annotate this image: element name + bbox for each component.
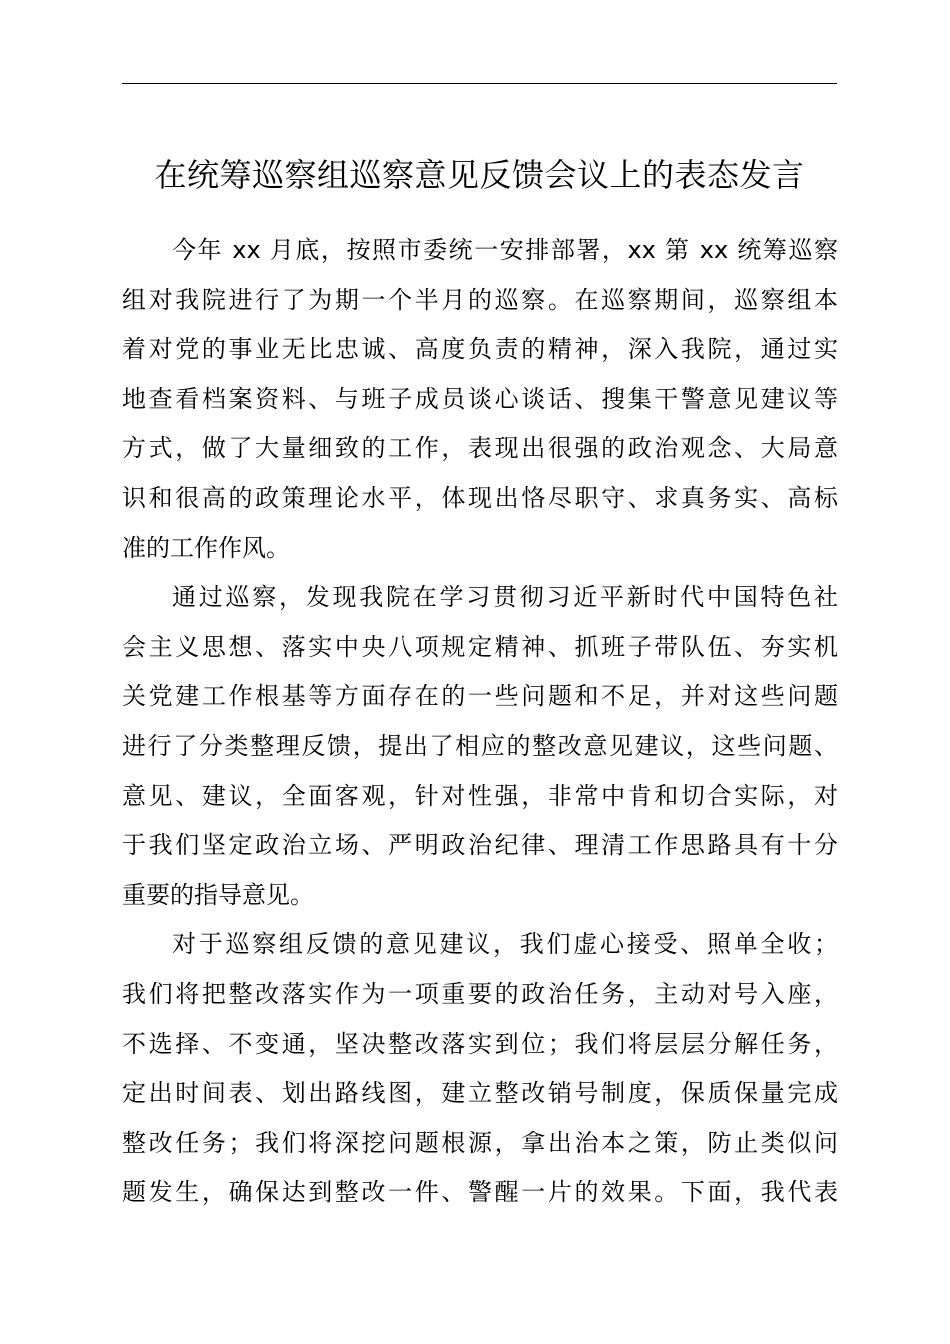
- text-line: 不选择、不变通，坚决整改落实到位；我们将层层分解任务，: [122, 1029, 838, 1058]
- text-line: 关党建工作根基等方面存在的一些问题和不足，并对这些问题: [122, 682, 838, 711]
- text-line: 准的工作作风。: [122, 533, 290, 562]
- text-line: 着对党的事业无比忠诚、高度负责的精神，深入我院，通过实: [122, 335, 838, 364]
- document-title: 在统筹巡察组巡察意见反馈会议上的表态发言: [154, 156, 805, 194]
- text-line: 地查看档案资料、与班子成员谈心谈话、搜集干警意见建议等: [122, 384, 838, 413]
- text-line: 题发生，确保达到整改一件、警醒一片的效果。下面，我代表: [122, 1178, 838, 1207]
- text-line: 整改任务；我们将深挖问题根源，拿出治本之策，防止类似问: [122, 1128, 838, 1157]
- paragraph-2: [122, 573, 838, 920]
- text-line: 识和很高的政策理论水平，体现出恪尽职守、求真务实、高标: [122, 483, 838, 512]
- text-line: 重要的指导意见。: [122, 880, 314, 909]
- paragraph-3: [122, 920, 838, 1218]
- header-rule: [122, 83, 837, 84]
- text-line: 通过巡察，发现我院在学习贯彻习近平新时代中国特色社: [172, 583, 838, 612]
- text-line: 我们将把整改落实作为一项重要的政治任务，主动对号入座，: [122, 979, 838, 1008]
- text-line: 对于巡察组反馈的意见建议，我们虚心接受、照单全收；: [172, 930, 838, 959]
- text-line: 定出时间表、划出路线图，建立整改销号制度，保质保量完成: [122, 1079, 838, 1108]
- text-line: 今年 xx 月底，按照市委统一安排部署，xx 第 xx 统筹巡察: [172, 236, 838, 264]
- text-line: 于我们坚定政治立场、严明政治纪律、理清工作思路具有十分: [122, 831, 838, 860]
- text-line: 进行了分类整理反馈，提出了相应的整改意见建议，这些问题、: [122, 731, 838, 760]
- paragraph-1: [122, 226, 838, 573]
- text-line: 方式，做了大量细致的工作，表现出很强的政治观念、大局意: [122, 434, 838, 463]
- text-line: 组对我院进行了为期一个半月的巡察。在巡察期间，巡察组本: [122, 285, 838, 314]
- text-line: 意见、建议，全面客观，针对性强，非常中肯和切合实际，对: [122, 781, 838, 810]
- document-body: [122, 226, 838, 1218]
- text-line: 会主义思想、落实中央八项规定精神、抓班子带队伍、夯实机: [122, 632, 838, 661]
